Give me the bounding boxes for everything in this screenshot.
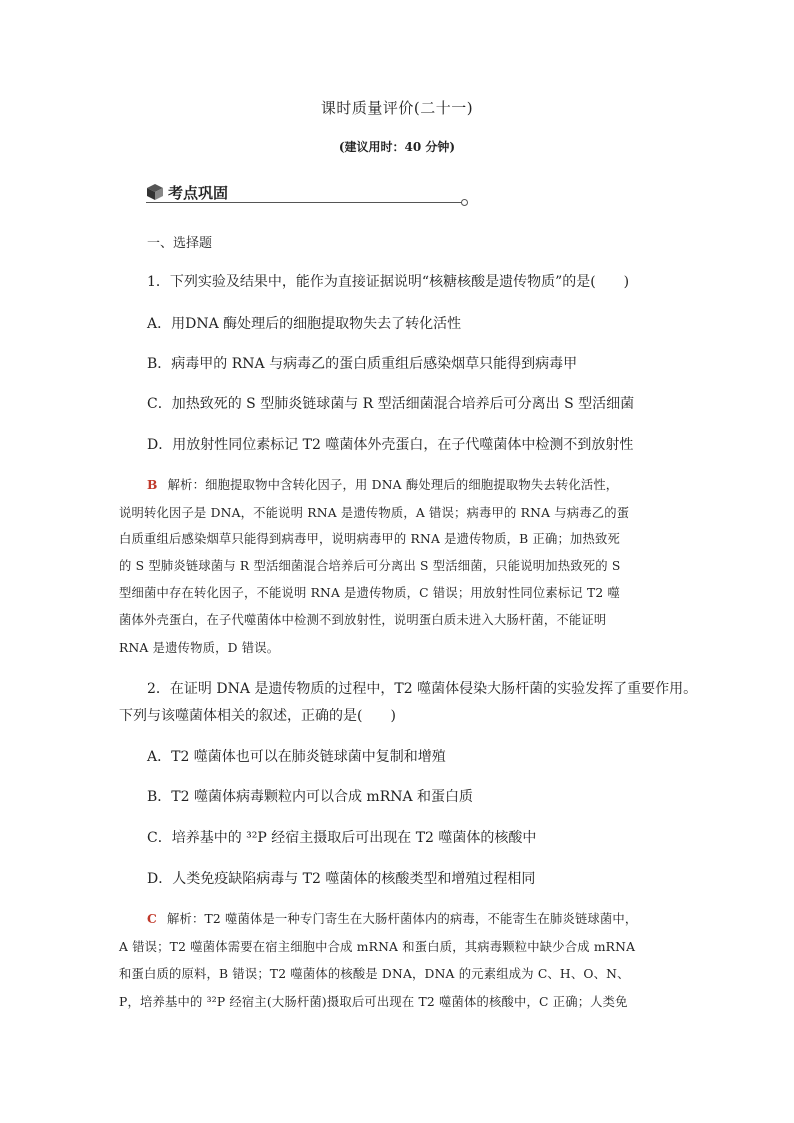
part-heading: 一、选择题 bbox=[147, 236, 213, 251]
question-1-option-c: C．加热致死的 S 型肺炎链球菌与 R 型活细菌混合培养后可分离出 S 型活细菌 bbox=[147, 396, 635, 412]
question-1-answer: B bbox=[147, 477, 158, 492]
question-1-option-a: A．用DNA 酶处理后的细胞提取物失去了转化活性 bbox=[147, 316, 462, 332]
question-2-analysis-line: C 解析：T2 噬菌体是一种专门寄生在大肠杆菌体内的病毒，不能寄生在肺炎链球菌中， bbox=[147, 911, 638, 926]
divider-end-dot bbox=[461, 199, 468, 206]
question-1-analysis-line: 的 S 型肺炎链球菌与 R 型活细菌混合培养后可分离出 S 型活细菌，只能说明加热致死的 S bbox=[119, 559, 621, 573]
question-1-analysis-line: 菌体外壳蛋白，在子代噬菌体中检测不到放射性，说明蛋白质未进入大肠杆菌，不能证明 bbox=[119, 613, 607, 627]
section-header bbox=[146, 181, 468, 207]
suggested-time: (建议用时：40 分钟) bbox=[338, 140, 456, 154]
section-label: 考点巩固 bbox=[168, 184, 229, 202]
question-1-stem: 1．下列实验及结果中，能作为直接证据说明“核糖核酸是遗传物质”的是( ) bbox=[147, 274, 630, 290]
question-2-option-c: C．培养基中的 ³²P 经宿主摄取后可出现在 T2 噬菌体的核酸中 bbox=[147, 830, 537, 846]
question-2-answer: C bbox=[147, 911, 157, 926]
section-divider bbox=[146, 202, 462, 203]
page-title: 课时质量评价(二十一) bbox=[320, 99, 474, 117]
question-2-analysis-line: 和蛋白质的原料，B 错误；T2 噬菌体的核酸是 DNA，DNA 的元素组成为 C、H、O、N、 bbox=[119, 967, 630, 981]
question-1-analysis-line: 型细菌中存在转化因子，不能说明 RNA 是遗传物质，C 错误；用放射性同位素标记 T2 噬 bbox=[119, 586, 620, 600]
question-2-option-a: A．T2 噬菌体也可以在肺炎链球菌中复制和增殖 bbox=[147, 749, 446, 765]
question-1-analysis-line: 白质重组后感染烟草只能得到病毒甲，说明病毒甲的 RNA 是遗传物质，B 正确；加热致死 bbox=[119, 532, 620, 546]
question-1-analysis-line: 说明转化因子是 DNA，不能说明 RNA 是遗传物质，A 错误；病毒甲的 RNA 与病毒乙的蛋 bbox=[119, 506, 630, 520]
question-2-analysis-line: A 错误；T2 噬菌体需要在宿主细胞中合成 mRNA 和蛋白质，其病毒颗粒中缺少合成 mRNA bbox=[119, 940, 636, 954]
question-2-stem: 2．在证明 DNA 是遗传物质的过程中，T2 噬菌体侵染大肠杆菌的实验发挥了重要作用。 bbox=[147, 681, 698, 697]
question-2-option-b: B．T2 噬菌体病毒颗粒内可以合成 mRNA 和蛋白质 bbox=[147, 789, 474, 805]
question-2-stem-continued: 下列与该噬菌体相关的叙述，正确的是( ) bbox=[119, 708, 396, 724]
question-1-option-b: B．病毒甲的 RNA 与病毒乙的蛋白质重组后感染烟草只能得到病毒甲 bbox=[147, 356, 578, 372]
cube-icon bbox=[146, 183, 164, 201]
question-1-option-d: D．用放射性同位素标记 T2 噬菌体外壳蛋白，在子代噬菌体中检测不到放射性 bbox=[147, 437, 634, 453]
question-2-option-d: D．人类免疫缺陷病毒与 T2 噬菌体的核酸类型和增殖过程相同 bbox=[147, 871, 536, 887]
question-1-analysis-line: RNA 是遗传物质，D 错误。 bbox=[119, 641, 280, 655]
question-1-analysis-line: B 解析：细胞提取物中含转化因子，用 DNA 酶处理后的细胞提取物失去转化活性， bbox=[147, 477, 619, 492]
question-2-analysis-line: P，培养基中的 ³²P 经宿主(大肠杆菌)摄取后可出现在 T2 噬菌体的核酸中，C 正确；人类免 bbox=[119, 995, 628, 1009]
